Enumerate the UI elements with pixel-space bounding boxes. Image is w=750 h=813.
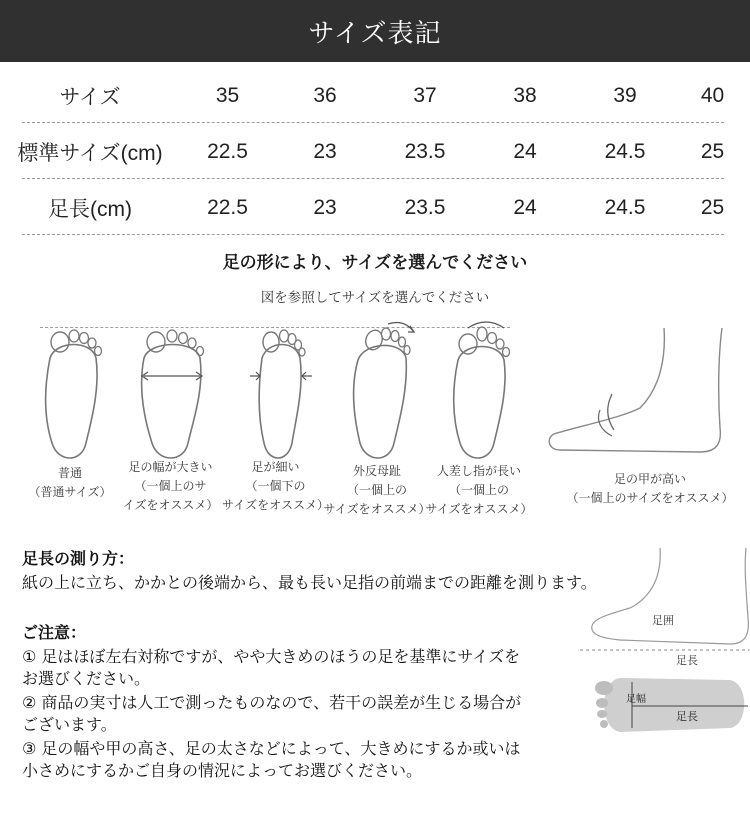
caution-line: ① 足はほぼ左右対称ですが、やや大きめのほうの足を基準にサイズを: [22, 647, 521, 666]
caution-line: ③ 足の幅や甲の高さ、足の太さなどによって、大きめにするか或いは: [22, 739, 521, 758]
foot-label-long-toe: 人差し指が長い （一個上の サイズをオススメ）: [425, 464, 533, 516]
table-cell: 25: [700, 140, 725, 163]
width-label: 足幅: [626, 694, 646, 705]
table-cell: 22.5: [207, 196, 248, 219]
foot-label-narrow: 足が細い （一個下の サイズをオススメ）: [222, 460, 329, 512]
row-label: 標準サイズ(cm): [17, 142, 163, 165]
measure-heading: 足長の測り方：: [22, 549, 135, 568]
table-cell: 23.5: [404, 196, 446, 219]
length-label-bottom: 足長: [676, 710, 698, 723]
foot-measure-figure: [580, 548, 750, 748]
table-cell: 23: [313, 140, 337, 163]
caution-line: ② 商品の実寸は人工で測ったものなので、若干の誤差が生じる場合が: [22, 693, 522, 712]
table-row: [0, 124, 750, 180]
measure-text: 紙の上に立ち、かかとの後端から、最も長い足指の前端までの距離を測ります。: [22, 573, 597, 592]
table-row: [0, 68, 750, 124]
table-cell: 24.5: [604, 196, 646, 219]
title-bar: [0, 0, 750, 62]
size-table: [0, 68, 750, 236]
row-label: サイズ: [59, 86, 121, 109]
high-instep-foot-icon: [540, 318, 750, 470]
table-cell: 40: [700, 84, 725, 107]
caution-line: ございます。: [22, 715, 117, 734]
table-cell: 38: [513, 84, 537, 107]
row-divider: [22, 178, 724, 179]
foot-label-normal: 普通 （普通サイズ）: [28, 466, 112, 499]
table-cell: 22.5: [207, 140, 248, 163]
row-divider: [22, 234, 724, 235]
wide-foot-icon: [120, 318, 230, 468]
table-cell: 24: [513, 140, 537, 163]
table-cell: 37: [413, 84, 437, 107]
table-row: [0, 180, 750, 236]
normal-foot-icon: [20, 318, 130, 468]
narrow-foot-icon: [228, 318, 338, 468]
bunion-foot-icon: [328, 318, 438, 468]
table-cell: 36: [313, 84, 337, 107]
girth-label: 足囲: [652, 614, 674, 627]
row-divider: [22, 122, 724, 123]
page-title: サイズ表記: [308, 18, 442, 49]
table-cell: 23.5: [404, 140, 446, 163]
foot-label-wide: 足の幅が大きい （一個上のサ イズをオススメ）: [122, 460, 219, 512]
table-cell: 24.5: [604, 140, 646, 163]
table-cell: 39: [613, 84, 637, 107]
row-label: 足長(cm): [48, 198, 132, 221]
caution-line: 小さめにするかご自身の情況によってお選びください。: [22, 761, 423, 780]
foot-label-bunion: 外反母趾 （一個上の サイズをオススメ）: [323, 464, 431, 516]
table-cell: 25: [700, 196, 725, 219]
table-cell: 35: [215, 84, 240, 107]
length-label-top: 足長: [676, 654, 698, 667]
caution-line: お選びください。: [22, 669, 151, 688]
foot-shape-title: 足の形により、サイズを選んでください: [222, 253, 528, 273]
table-cell: 24: [513, 196, 537, 219]
table-cell: 23: [313, 196, 337, 219]
foot-label-high-instep: 足の甲が高い （一個上のサイズをオススメ）: [566, 472, 734, 505]
caution-heading: ご注意：: [22, 623, 87, 642]
long-second-toe-foot-icon: [428, 318, 538, 468]
foot-shape-subtitle: 図を参照してサイズを選んでください: [260, 290, 490, 306]
